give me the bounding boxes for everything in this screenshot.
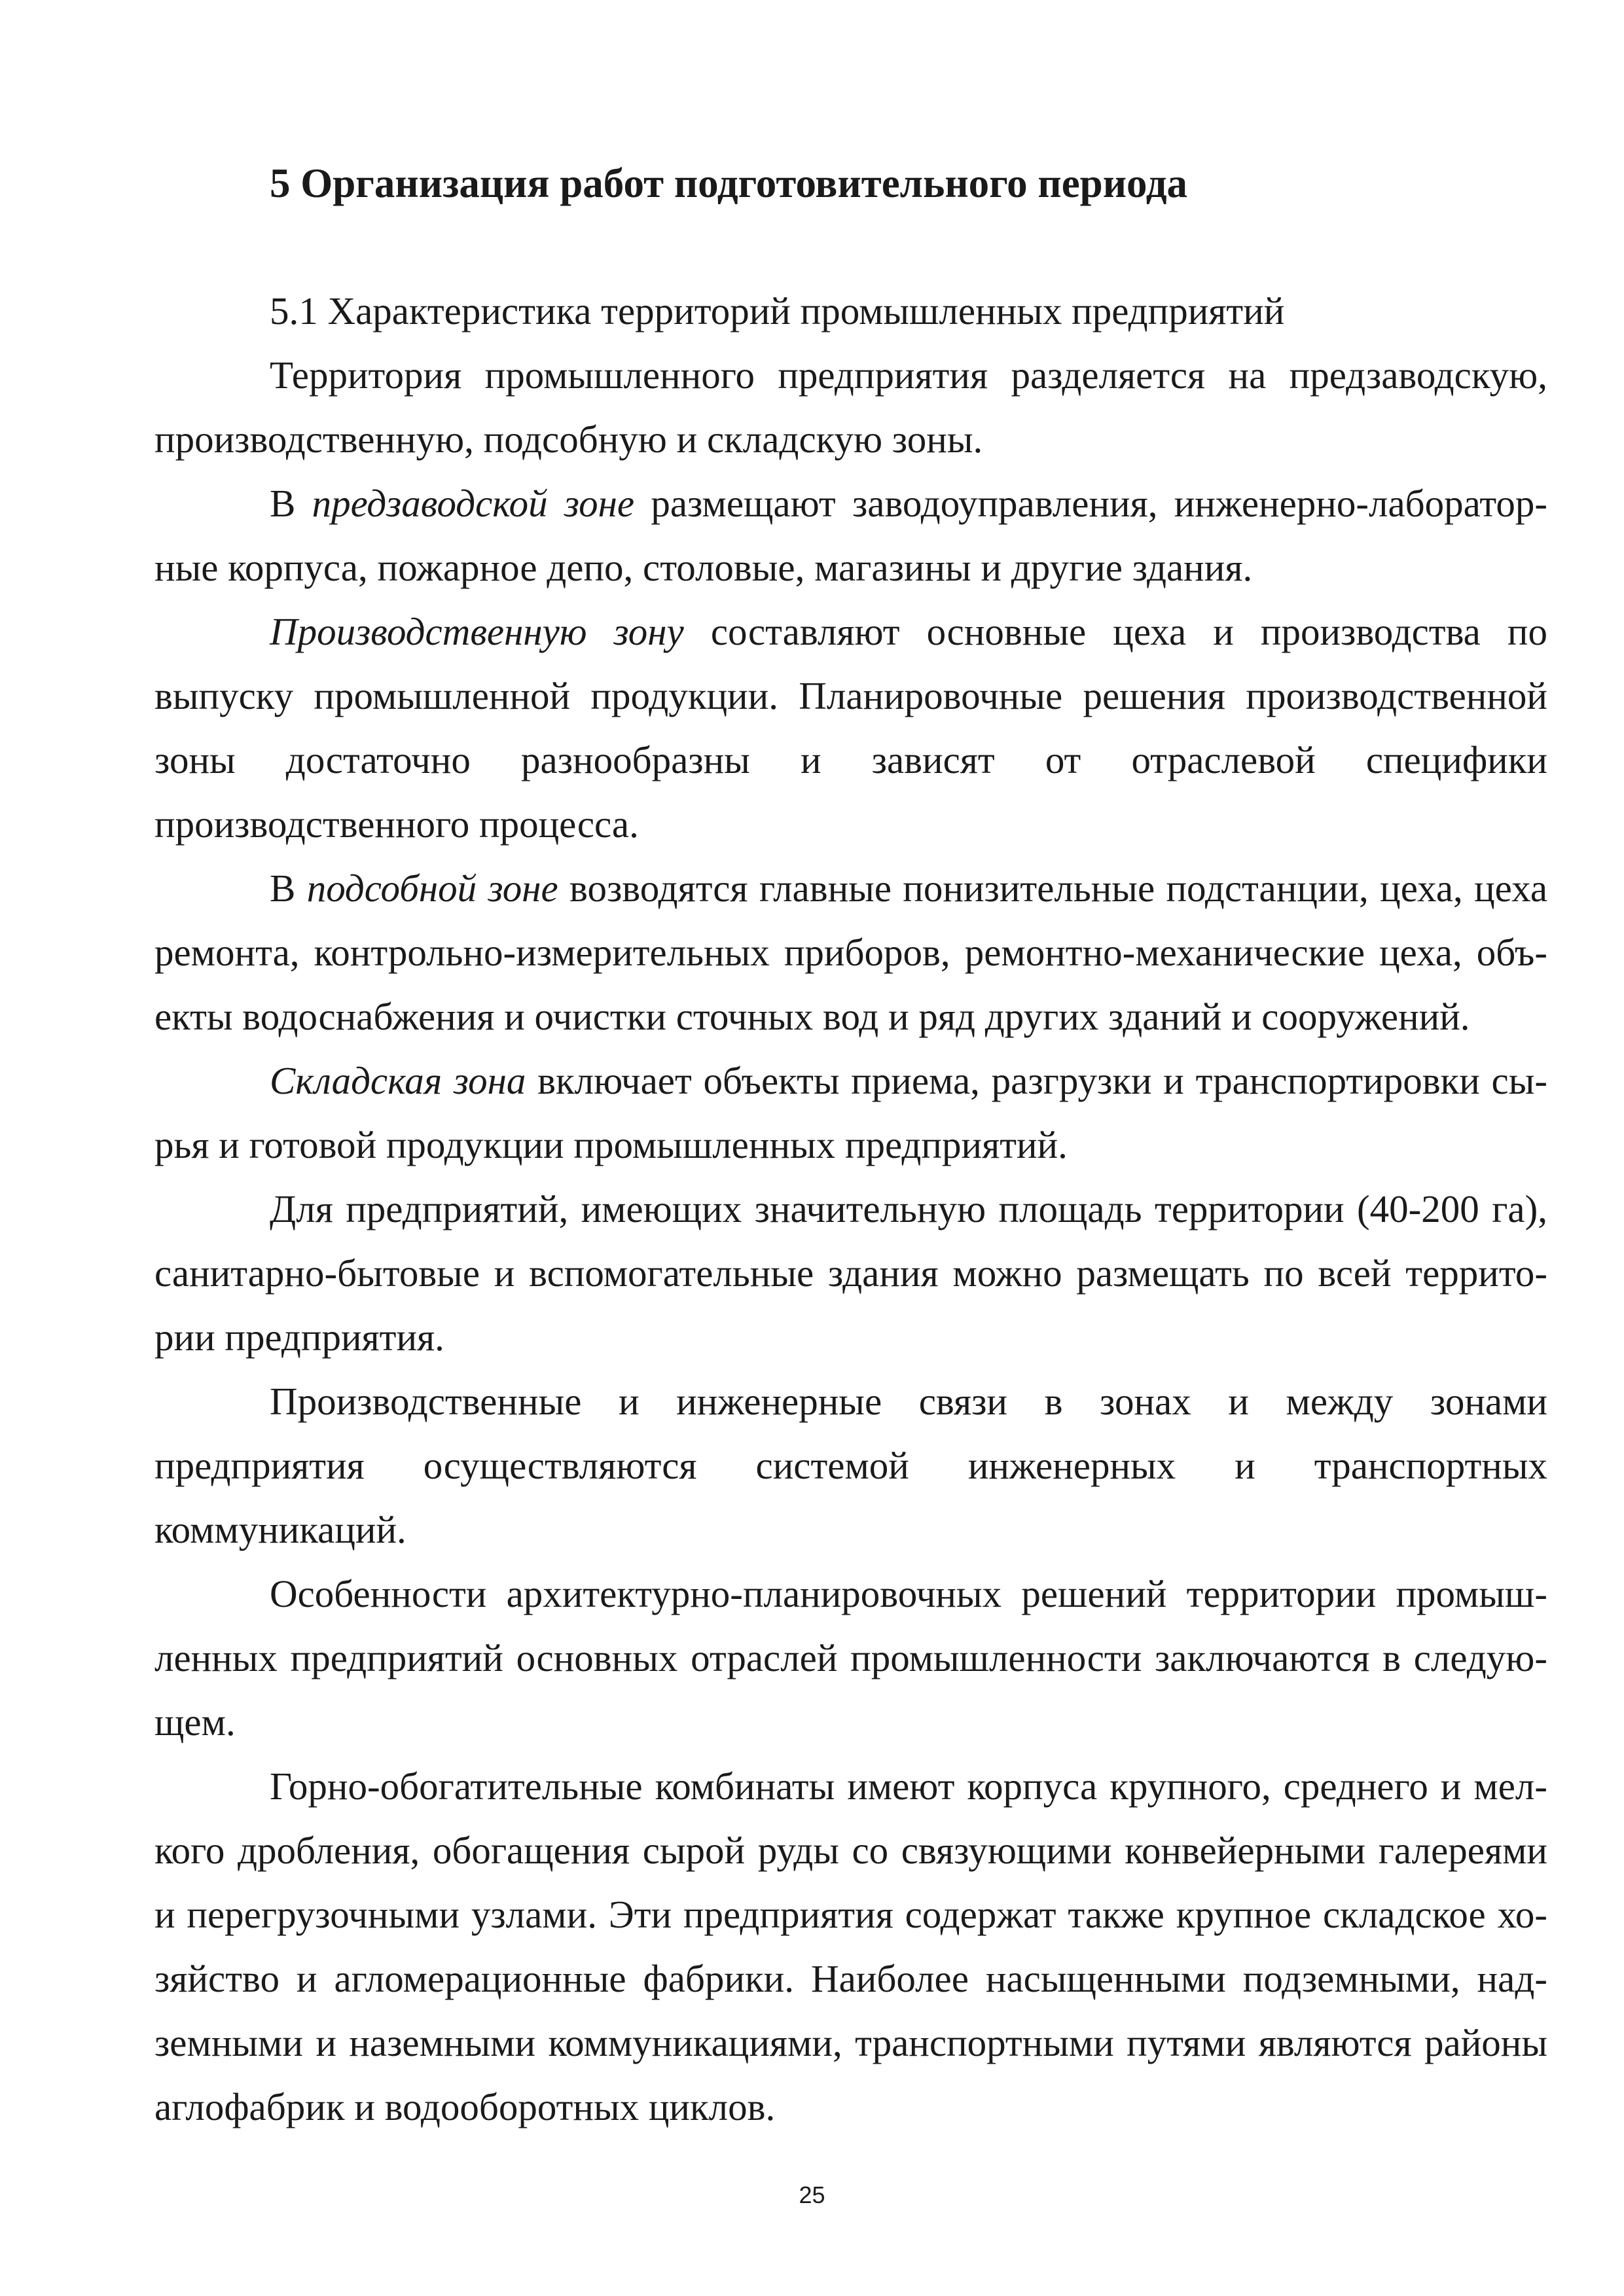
subsection-title: 5.1 Характеристика территорий промышленных предприятий bbox=[270, 289, 1285, 332]
paragraph-text: включает объекты приема, разгрузки и транспортировки сырья и готовой продукции промышленных предприятий. bbox=[154, 1059, 1547, 1166]
paragraph-warehouse-zone bbox=[154, 1049, 1547, 1177]
page-number: 25 bbox=[799, 2181, 825, 2208]
section-title: 5 Организация работ подготовительного периода bbox=[270, 160, 1188, 206]
paragraph-text: возводятся главные понизительные подстанции, цеха, цеха ремонта, контрольно-измерительных приборов, ремонтно-механические цеха, объекты водоснабжения и очистки сточных вод и ряд других зданий и сооружений. bbox=[154, 867, 1548, 1038]
term-prefactory-zone: предзаводской зоне bbox=[312, 482, 635, 525]
paragraph-large-enterprises bbox=[154, 1177, 1547, 1369]
paragraph-text: составляют основные цеха и производства по выпуску промышленной продукции. Планировочные решения производственной зоны достаточно разнообразны и зависят от отраслевой специфики производственного процесса. bbox=[154, 610, 1547, 846]
paragraph-text: Территория промышленного предприятия разделяется на предзаводскую, производственную, подсобную и складскую зоны. bbox=[154, 353, 1547, 461]
term-warehouse-zone: Складская зона bbox=[270, 1059, 526, 1102]
paragraph-prefix: В bbox=[270, 482, 312, 525]
body-text bbox=[154, 279, 1547, 2139]
paragraph-production-zone bbox=[154, 600, 1547, 856]
paragraph-prefactory-zone bbox=[154, 471, 1547, 600]
paragraph-territory-zones bbox=[154, 343, 1547, 471]
paragraph-text: Производственные и инженерные связи в зонах и между зонами предприятия осуществляются системой инженерных и транспортных коммуникаций. bbox=[154, 1380, 1547, 1551]
paragraph-text: Особенности архитектурно-планировочных решений территории промышленных предприятий основных отраслей промышленности заключаются в следующем. bbox=[154, 1572, 1547, 1744]
term-production-zone: Производственную зону bbox=[270, 610, 684, 653]
paragraph-planning-features bbox=[154, 1562, 1547, 1754]
paragraph-text: Горно-обогатительные комбинаты имеют корпуса крупного, среднего и мелкого дробления, обогащения сырой руды со связующими конвейерными галереями и перегрузочными узлами. Эти предприятия содержат также крупное складское хозяйство и агломерационные фабрики. Наиболее насыщенными подземными, надземными и наземными коммуникациями, транспортными путями являются районы аглофабрик и водооборотных циклов. bbox=[154, 1765, 1547, 2128]
paragraph-text: размещают заводоуправления, инженерно-лабораторные корпуса, пожарное депо, столовые, магазины и другие здания. bbox=[154, 482, 1548, 589]
paragraph-prefix: В bbox=[270, 867, 307, 910]
paragraph-text: Для предприятий, имеющих значительную площадь территории (40-200 га), санитарно-бытовые и вспомогательные здания можно размещать по всей территории предприятия. bbox=[154, 1187, 1547, 1359]
paragraph-auxiliary-zone bbox=[154, 856, 1547, 1049]
paragraph-mining-plants bbox=[154, 1754, 1547, 2139]
term-auxiliary-zone: подсобной зоне bbox=[306, 867, 558, 910]
paragraph-engineering-links bbox=[154, 1369, 1547, 1562]
